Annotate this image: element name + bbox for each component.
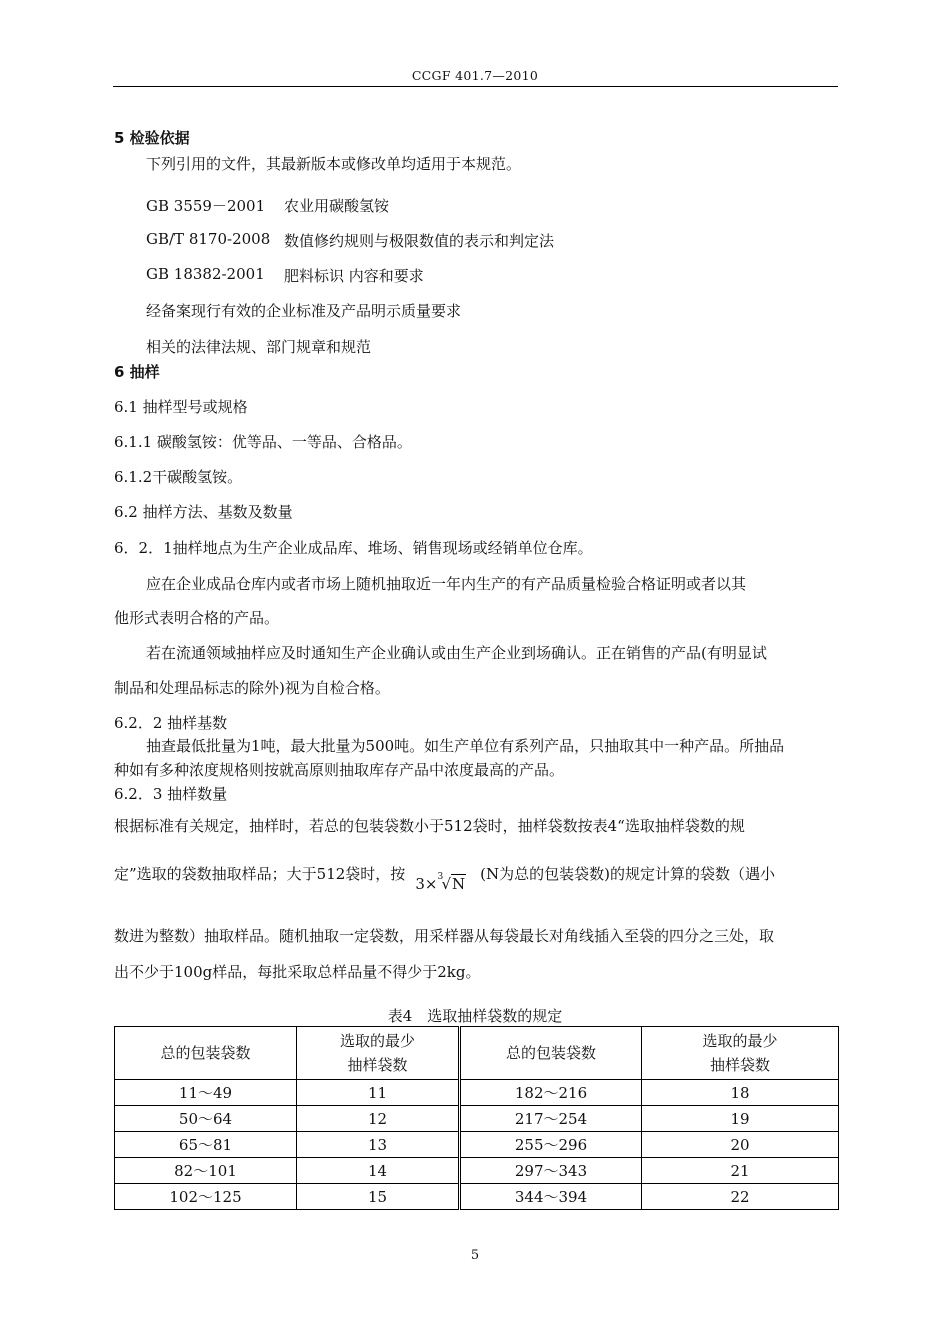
paragraph-4-line-2-post: (N为总的包装袋数)的规定计算的袋数（遇小 — [480, 865, 775, 883]
paragraph-2-line-1: 若在流通领域抽样应及时通知生产企业确认或由生产企业到场确认。正在销售的产品(有明显试 — [146, 644, 767, 662]
header-min-bags-2: 选取的最少 抽样袋数 — [642, 1027, 839, 1080]
table-cell: 102～125 — [115, 1184, 297, 1210]
table-cell: 11 — [297, 1080, 460, 1106]
header-total-bags-2: 总的包装袋数 — [460, 1027, 642, 1080]
table-row — [115, 1158, 839, 1184]
cube-root-symbol: 3 √N — [437, 872, 466, 893]
header-code: CCGF 401.7—2010 — [411, 68, 539, 83]
table-cell: 21 — [642, 1158, 839, 1184]
clause-6-1-2: 6.1.2干碳酸氢铵。 — [114, 468, 243, 486]
paragraph-4-line-4: 出不少于100g样品，每批采取总样品量不得少于2kg。 — [114, 963, 481, 981]
ref-name-3: 肥料标识 内容和要求 — [284, 267, 424, 285]
table-cell: 20 — [642, 1132, 839, 1158]
table-cell: 14 — [297, 1158, 460, 1184]
radicand: N — [452, 875, 466, 893]
page-number: 5 — [470, 1248, 480, 1263]
paragraph-2-line-2: 制品和处理品标志的除外)视为自检合格。 — [114, 679, 390, 697]
table-cell: 182～216 — [460, 1080, 642, 1106]
sampling-table — [114, 1026, 839, 1210]
section-5-title: 5 检验依据 — [114, 129, 190, 147]
paragraph-3-line-2: 种如有多种浓度规格则按就高原则抽取库存产品中浓度最高的产品。 — [114, 761, 565, 779]
table-row — [115, 1184, 839, 1210]
clause-6-2-3: 6.2．3 抽样数量 — [114, 785, 228, 803]
table-cell: 19 — [642, 1106, 839, 1132]
paragraph-4-line-1: 根据标准有关规定，抽样时，若总的包装袋数小于512袋时，抽样袋数按表4“选取抽样袋数的规 — [114, 817, 745, 835]
formula-coefficient: 3× — [415, 875, 438, 893]
paragraph-4-line-3: 数进为整数）抽取样品。随机抽取一定袋数，用采样器从每袋最长对角线插入至袋的四分之三处，取 — [114, 927, 775, 945]
ref-code-3: GB 18382-2001 — [146, 265, 265, 283]
table-caption: 表4 选取抽样袋数的规定 — [387, 1007, 563, 1025]
paragraph-1-line-2: 他形式表明合格的产品。 — [114, 609, 280, 627]
table-cell: 297～343 — [460, 1158, 642, 1184]
table-header-row — [115, 1027, 839, 1080]
table-cell: 50～64 — [115, 1106, 297, 1132]
table-cell: 18 — [642, 1080, 839, 1106]
paragraph-3-line-1: 抽查最低批量为1吨，最大批量为500吨。如生产单位有系列产品，只抽取其中一种产品。所抽品 — [146, 737, 785, 755]
clause-6-2: 6.2 抽样方法、基数及数量 — [114, 503, 293, 521]
table-cell: 12 — [297, 1106, 460, 1132]
table-cell: 11～49 — [115, 1080, 297, 1106]
ref-extra-1: 经备案现行有效的企业标准及产品明示质量要求 — [146, 302, 462, 320]
table-cell: 22 — [642, 1184, 839, 1210]
section-6-title: 6 抽样 — [114, 363, 160, 381]
table-cell: 344～394 — [460, 1184, 642, 1210]
table-cell: 15 — [297, 1184, 460, 1210]
clause-6-1-1: 6.1.1 碳酸氢铵：优等品、一等品、合格品。 — [114, 433, 412, 451]
table-row — [115, 1132, 839, 1158]
ref-extra-2: 相关的法律法规、部门规章和规范 — [146, 338, 372, 356]
paragraph-4-line-2-pre: 定”选取的袋数抽取样品；大于512袋时，按 — [114, 865, 406, 883]
table-cell: 82～101 — [115, 1158, 297, 1184]
table-cell: 255～296 — [460, 1132, 642, 1158]
clause-6-2-1: 6．2．1抽样地点为生产企业成品库、堆场、销售现场或经销单位仓库。 — [114, 539, 593, 557]
section-5-intro: 下列引用的文件，其最新版本或修改单均适用于本规范。 — [146, 155, 522, 173]
ref-name-1: 农业用碳酸氢铵 — [284, 197, 390, 215]
table-row — [115, 1080, 839, 1106]
table-cell: 13 — [297, 1132, 460, 1158]
paragraph-1-line-1: 应在企业成品仓库内或者市场上随机抽取近一年内生产的有产品质量检验合格证明或者以其 — [146, 575, 747, 593]
table-cell: 217～254 — [460, 1106, 642, 1132]
sample-formula — [415, 872, 466, 893]
clause-6-1: 6.1 抽样型号或规格 — [114, 398, 248, 416]
paragraph-4-line-2 — [114, 863, 775, 893]
clause-6-2-2: 6.2．2 抽样基数 — [114, 714, 228, 732]
header-rule — [113, 86, 838, 87]
ref-code-2: GB/T 8170-2008 — [146, 230, 271, 248]
ref-name-2: 数值修约规则与极限数值的表示和判定法 — [284, 232, 555, 250]
header-total-bags-1: 总的包装袋数 — [115, 1027, 297, 1080]
table-cell: 65～81 — [115, 1132, 297, 1158]
table-row — [115, 1106, 839, 1132]
header-min-bags-1: 选取的最少 抽样袋数 — [297, 1027, 460, 1080]
ref-code-1: GB 3559－2001 — [146, 197, 266, 215]
radical-index: 3 — [437, 872, 444, 882]
